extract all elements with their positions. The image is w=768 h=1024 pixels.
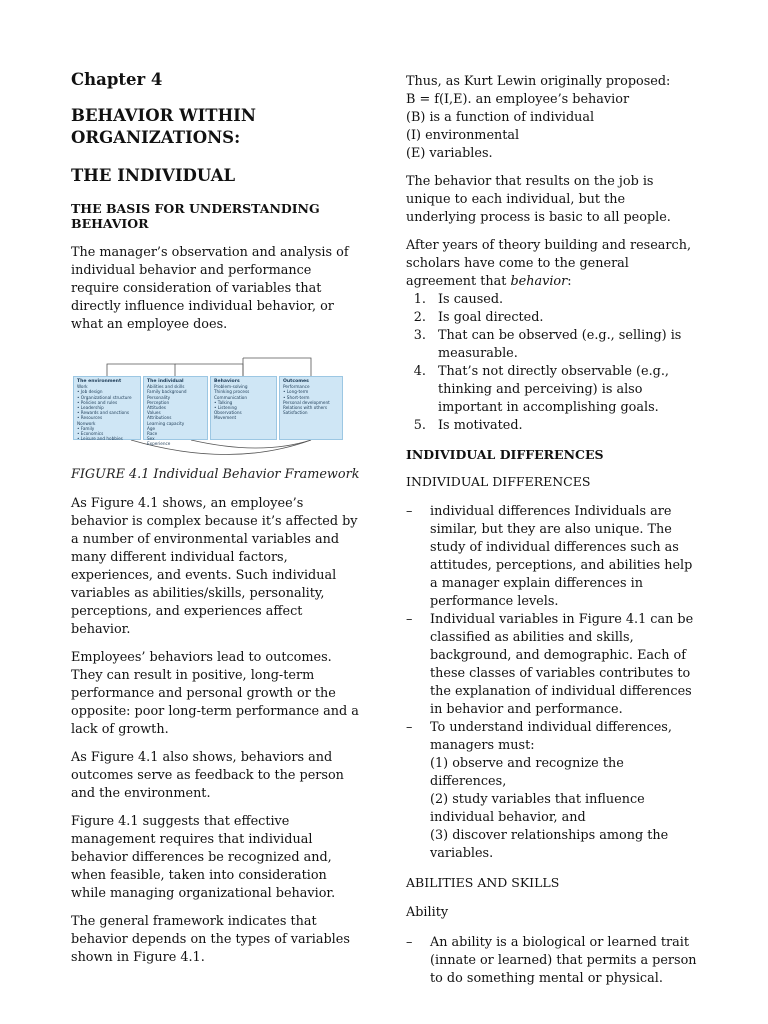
dash-item-similar-unique: – individual differences Individuals are similar, but they are also unique. The study of individual differences such as attitudes, perceptions, and abilities help a manager explain differences in performance levels.: [406, 504, 693, 609]
behaviors-box: Behaviors Problem-solving Thinking process Communication • Talking • Listening Observations Movement: [210, 376, 277, 440]
paragraph-agreement: After years of theory building and research, scholars have come to the general agreement that behavior:: [406, 238, 692, 289]
paragraph-feedback: As Figure 4.1 also shows, behaviors and outcomes serve as feedback to the person and the environment.: [71, 750, 344, 801]
dash-item-classification: – Individual variables in Figure 4.1 can be classified as abilities and skills, background, and demographic. Each of these classes of variables contributes to the explanation of individual differences in behavior and performance.: [406, 612, 694, 717]
list-item: 1. Is caused.: [430, 291, 698, 309]
paragraph-unique: The behavior that results on the job is unique to each individual, but the underlying process is basic to all people.: [406, 174, 671, 225]
list-item: 2. Is goal directed.: [430, 309, 698, 327]
dash-item-understand: – To understand individual differences, managers must:: [406, 720, 672, 753]
abilities-skills-heading: ABILITIES AND SKILLS: [406, 875, 560, 890]
lewin-i: (I) environmental: [406, 128, 520, 143]
environment-box: The environment Work • Job design • Organizational structure • Policies and rules • Leadership • Rewards and sanctions • Resources Nonwork • Family • Economics • Leisure and hobbies: [73, 376, 141, 440]
list-item: 4. That’s not directly observable (e.g., thinking and perceiving) is also important in accomplishing goals.: [430, 363, 698, 417]
left-column: [71, 70, 361, 977]
individual-box: The individual Abilities and skills Family background Personality Perception Attitudes Values Attributions Learning capacity Age Race Sex Experience: [143, 376, 208, 440]
ability-label: Ability: [406, 905, 449, 920]
figure-caption: FIGURE 4.1 Individual Behavior Framework: [71, 467, 360, 482]
paragraph-outcomes: Employees’ behaviors lead to outcomes. They can result in positive, long-term performance and personal growth or the opposite: poor long-term performance and a lack of growth.: [71, 650, 359, 737]
right-column: [406, 73, 698, 988]
behavior-characteristics-list: [406, 291, 698, 435]
individual-differences-heading: INDIVIDUAL DIFFERENCES: [406, 447, 604, 462]
lewin-formula: B = f(I,E). an employee’s behavior: [406, 92, 630, 107]
managers-step-2: (2) study variables that influence individual behavior, and: [430, 792, 645, 825]
list-item: 3. That can be observed (e.g., selling) is measurable.: [430, 327, 698, 363]
chapter-subtitle: THE INDIVIDUAL: [71, 166, 236, 185]
outcomes-box: Outcomes Performance • Long-term • Short-term Personal development Relations with others Satisfaction: [279, 376, 343, 440]
individual-differences-subheading: INDIVIDUAL DIFFERENCES: [406, 474, 591, 489]
managers-step-1: (1) observe and recognize the differences,: [430, 756, 624, 789]
lewin-b: (B) is a function of individual: [406, 110, 595, 125]
individual-behavior-framework-figure: [71, 344, 343, 454]
chapter-title: BEHAVIOR WITHIN ORGANIZATIONS:: [71, 106, 256, 147]
lewin-intro: Thus, as Kurt Lewin originally proposed:: [406, 74, 671, 89]
paragraph-general-framework: The general framework indicates that behavior depends on the types of variables shown in Figure 4.1.: [71, 914, 350, 965]
section-heading: THE BASIS FOR UNDERSTANDING BEHAVIOR: [71, 201, 320, 231]
chapter-label: Chapter 4: [71, 70, 163, 89]
dash-item-ability-definition: – An ability is a biological or learned trait (innate or learned) that permits a person to do something mental or physical.: [406, 935, 697, 986]
managers-step-3: (3) discover relationships among the variables.: [430, 828, 669, 861]
paragraph-effective-management: Figure 4.1 suggests that effective management requires that individual behavior differences be recognized and, when feasible, taken into consideration while managing organizational behavior.: [71, 814, 336, 901]
lewin-e: (E) variables.: [406, 146, 493, 161]
list-item: 5. Is motivated.: [430, 417, 698, 435]
intro-paragraph: The manager’s observation and analysis of individual behavior and performance require consideration of variables that directly influence individual behavior, or what an employee does.: [71, 245, 349, 332]
paragraph-complex-behavior: As Figure 4.1 shows, an employee’s behavior is complex because it’s affected by a number of environmental variables and many different individual factors, experiences, and events. Such individual variables as abilities/skills, personality, perceptions, and experiences affect behavior.: [71, 496, 358, 637]
